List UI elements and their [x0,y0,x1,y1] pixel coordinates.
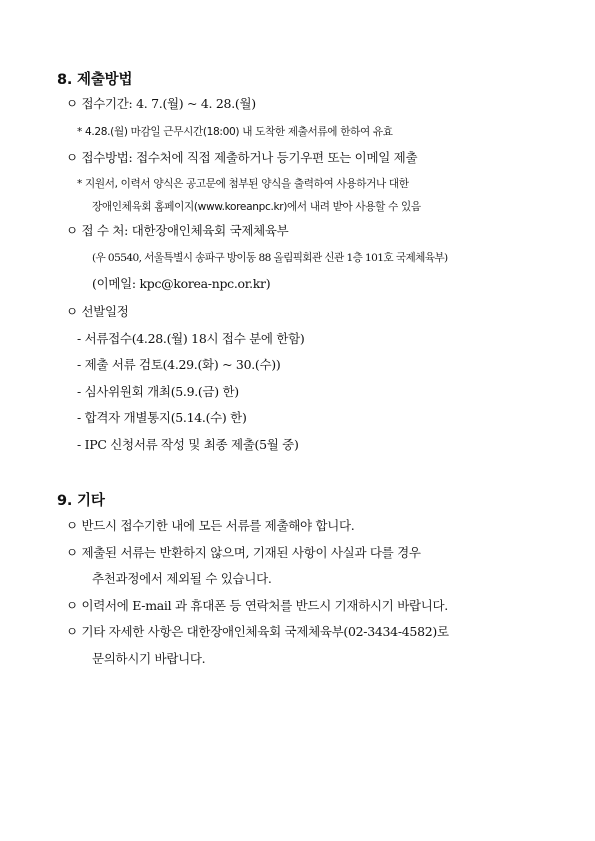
schedule-item: - 합격자 개별통지(5.14.(수) 한) [77,410,247,425]
schedule-item: - 서류접수(4.28.(월) 18시 접수 분에 한함) [77,331,305,346]
other-item: ㅇ 이력서에 E-mail 과 휴대폰 등 연락처를 반드시 기재하시기 바랍니다. [66,598,448,613]
application-method-note-line-1: * 지원서, 이력서 양식은 공고문에 첨부된 양식을 출력하여 사용하거나 대한 [77,178,409,190]
application-method-note-line-2: 장애인체육회 홈페이지(www.koreanpc.kr)에서 내려 받아 사용할 수 있음 [92,201,421,213]
other-item: ㅇ 제출된 서류는 반환하지 않으며, 기재된 사항이 사실과 다를 경우 [66,545,421,560]
schedule-item: - 제출 서류 검토(4.29.(화) ~ 30.(수)) [77,357,281,372]
selection-schedule-title: ㅇ 선발일정 [66,304,129,319]
other-item-continuation: 문의하시기 바랍니다. [92,651,206,666]
application-place-email: (이메일: kpc@korea-npc.or.kr) [92,276,271,291]
schedule-item: - IPC 신청서류 작성 및 최종 제출(5월 중) [77,437,299,452]
application-place-address: (우 05540, 서울특별시 송파구 방이동 88 올림픽회관 신관 1층 101호 국제체육부) [92,252,448,264]
other-item: ㅇ 기타 자세한 사항은 대한장애인체육회 국제체육부(02-3434-4582)로 [66,624,449,639]
other-item-continuation: 추천과정에서 제외될 수 있습니다. [92,571,272,586]
section-8-heading: 8. 제출방법 [57,72,133,88]
application-period: ㅇ 접수기간: 4. 7.(월) ~ 4. 28.(월) [66,96,256,111]
application-place: ㅇ 접 수 처: 대한장애인체육회 국제체육부 [66,223,289,238]
application-method: ㅇ 접수방법: 접수처에 직접 제출하거나 등기우편 또는 이메일 제출 [66,150,418,165]
section-9-heading: 9. 기타 [57,493,105,509]
other-item: ㅇ 반드시 접수기한 내에 모든 서류를 제출해야 합니다. [66,518,355,533]
schedule-item: - 심사위원회 개최(5.9.(금) 한) [77,384,239,399]
application-period-note: * 4.28.(월) 마감일 근무시간(18:00) 내 도착한 제출서류에 한하여 유효 [77,126,393,138]
